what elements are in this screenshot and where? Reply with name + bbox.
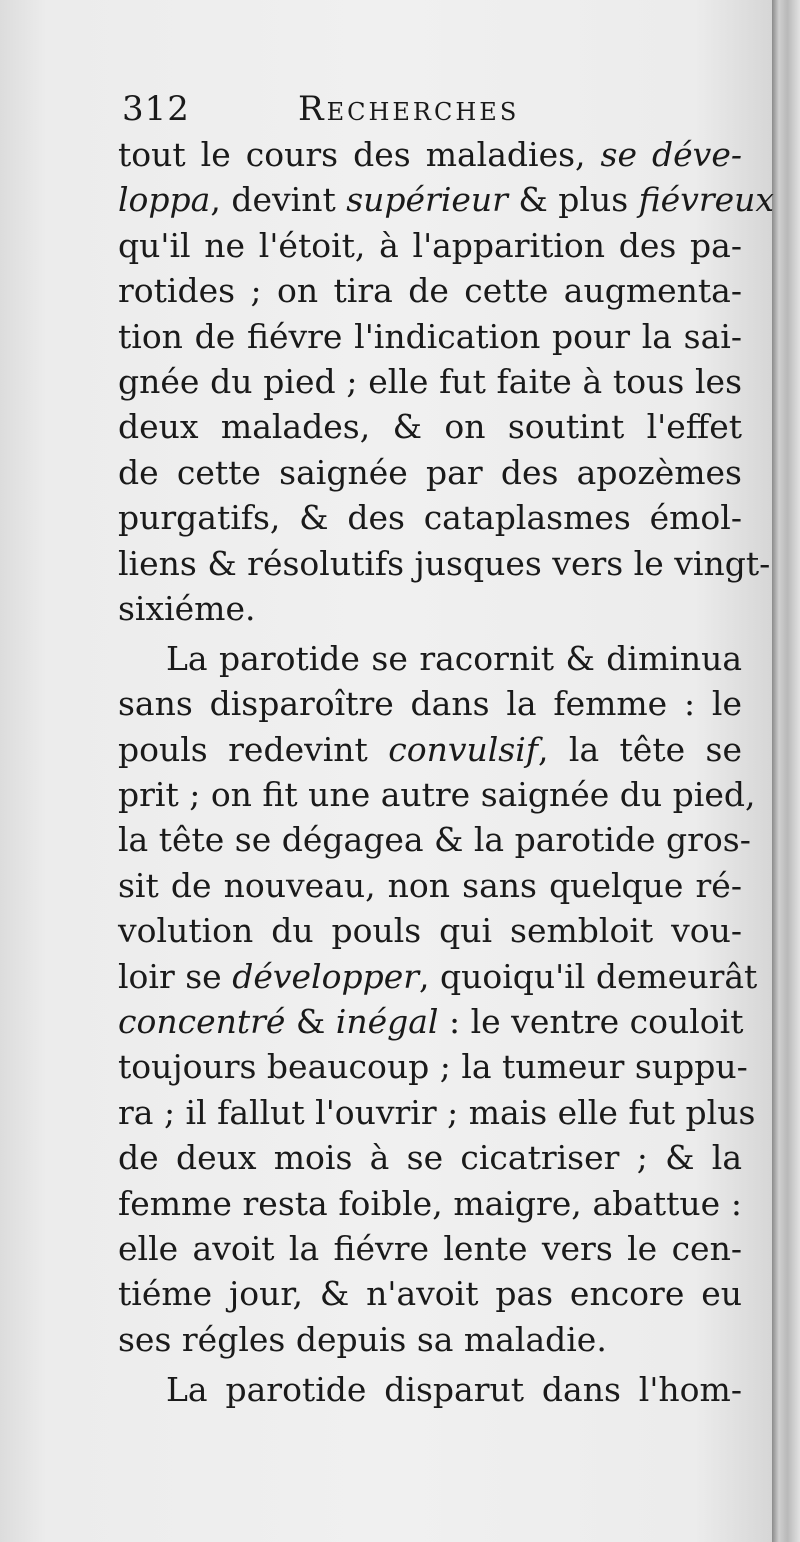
italic-text: concentré <box>118 1002 286 1042</box>
italic-text: se déve- <box>600 135 743 174</box>
text-run: tiéme jour, & n'avoit pas encore eu <box>118 1274 742 1314</box>
italic-text: loppa <box>118 180 211 220</box>
text-run: toujours beaucoup ; la tumeur suppu- <box>118 1047 748 1087</box>
text-run: , quoiqu'il demeurât <box>419 956 758 996</box>
italic-text: inégal <box>335 1002 439 1042</box>
italic-text: développer <box>232 956 420 996</box>
text-line <box>118 268 742 313</box>
running-header <box>122 86 742 132</box>
text-run: loir se <box>118 956 233 996</box>
text-line <box>118 495 742 540</box>
text-run: prit ; on fit une autre saignée du pied, <box>118 775 756 815</box>
italic-text: fiévreux <box>638 180 775 220</box>
text-run: de cette saignée par des apozèmes <box>118 452 742 492</box>
text-run: La parotide se racornit & diminua <box>166 638 742 678</box>
text-run: ses régles depuis sa maladie. <box>118 1319 607 1359</box>
text-line <box>118 314 742 359</box>
text-line <box>118 132 742 177</box>
text-run: femme resta foible, maigre, abattue : <box>118 1183 742 1223</box>
running-title: Recherches <box>298 89 520 129</box>
text-run: & <box>285 1002 336 1042</box>
italic-text: convulsif <box>388 729 538 769</box>
text-line <box>118 1271 742 1316</box>
text-run: La parotide disparut dans l'hom- <box>166 1369 742 1409</box>
text-run: la tête se dégagea & la parotide gros- <box>118 820 751 860</box>
text-line <box>118 772 756 817</box>
text-run: sit de nouveau, non sans quelque ré- <box>118 865 742 905</box>
text-line <box>118 1044 748 1089</box>
text-run: pouls redevint <box>118 729 389 769</box>
text-run: & plus <box>507 180 639 220</box>
text-line <box>118 1317 742 1367</box>
text-run: qu'il ne l'étoit, à l'apparition des pa- <box>118 225 742 265</box>
text-line <box>118 223 742 268</box>
text-line <box>118 586 742 636</box>
text-line <box>118 908 742 953</box>
text-line <box>118 727 742 772</box>
text-line <box>118 817 751 862</box>
text-run: volution du pouls qui sembloit vou- <box>118 911 742 951</box>
text-run: purgatifs, & des cataplasmes émol- <box>118 498 742 538</box>
text-line <box>118 541 771 586</box>
italic-text: supérieur <box>346 180 508 220</box>
text-run: rotides ; on tira de cette augmenta- <box>118 271 742 311</box>
text-line <box>118 999 742 1044</box>
text-run: gnée du pied ; elle fut faite à tous les <box>118 361 742 401</box>
text-line <box>118 177 775 222</box>
text-run: liens & résolutifs jusques vers le vingt- <box>118 543 771 583</box>
text-run: tion de fiévre l'indication pour la sai- <box>118 316 742 356</box>
text-line <box>118 404 742 449</box>
text-line <box>118 863 742 908</box>
text-run: : le ventre couloit <box>438 1002 744 1042</box>
text-run: de deux mois à se cicatriser ; & la <box>118 1138 742 1178</box>
text-line <box>118 636 742 681</box>
text-line <box>118 954 758 999</box>
text-run: sans disparoître dans la femme : le <box>118 684 742 724</box>
text-line <box>118 1090 756 1135</box>
text-run: deux malades, & on soutint l'effet <box>118 407 742 447</box>
text-line <box>118 359 742 404</box>
text-run: ra ; il fallut l'ouvrir ; mais elle fut plus <box>118 1092 756 1132</box>
page-number: 312 <box>122 89 190 129</box>
text-line <box>118 1135 742 1180</box>
text-run: , la tête se <box>538 729 742 769</box>
text-line <box>118 1181 742 1226</box>
text-line <box>118 1226 742 1271</box>
body-text <box>118 132 775 1412</box>
text-line <box>118 450 742 495</box>
text-run: , devint <box>210 180 347 220</box>
text-run: tout le cours des maladies, <box>118 135 601 174</box>
text-line <box>118 681 742 726</box>
text-run: elle avoit la fiévre lente vers le cen- <box>118 1228 742 1268</box>
text-line <box>118 1367 742 1412</box>
text-run: sixiéme. <box>118 588 256 628</box>
page-fore-edge <box>772 0 800 1542</box>
